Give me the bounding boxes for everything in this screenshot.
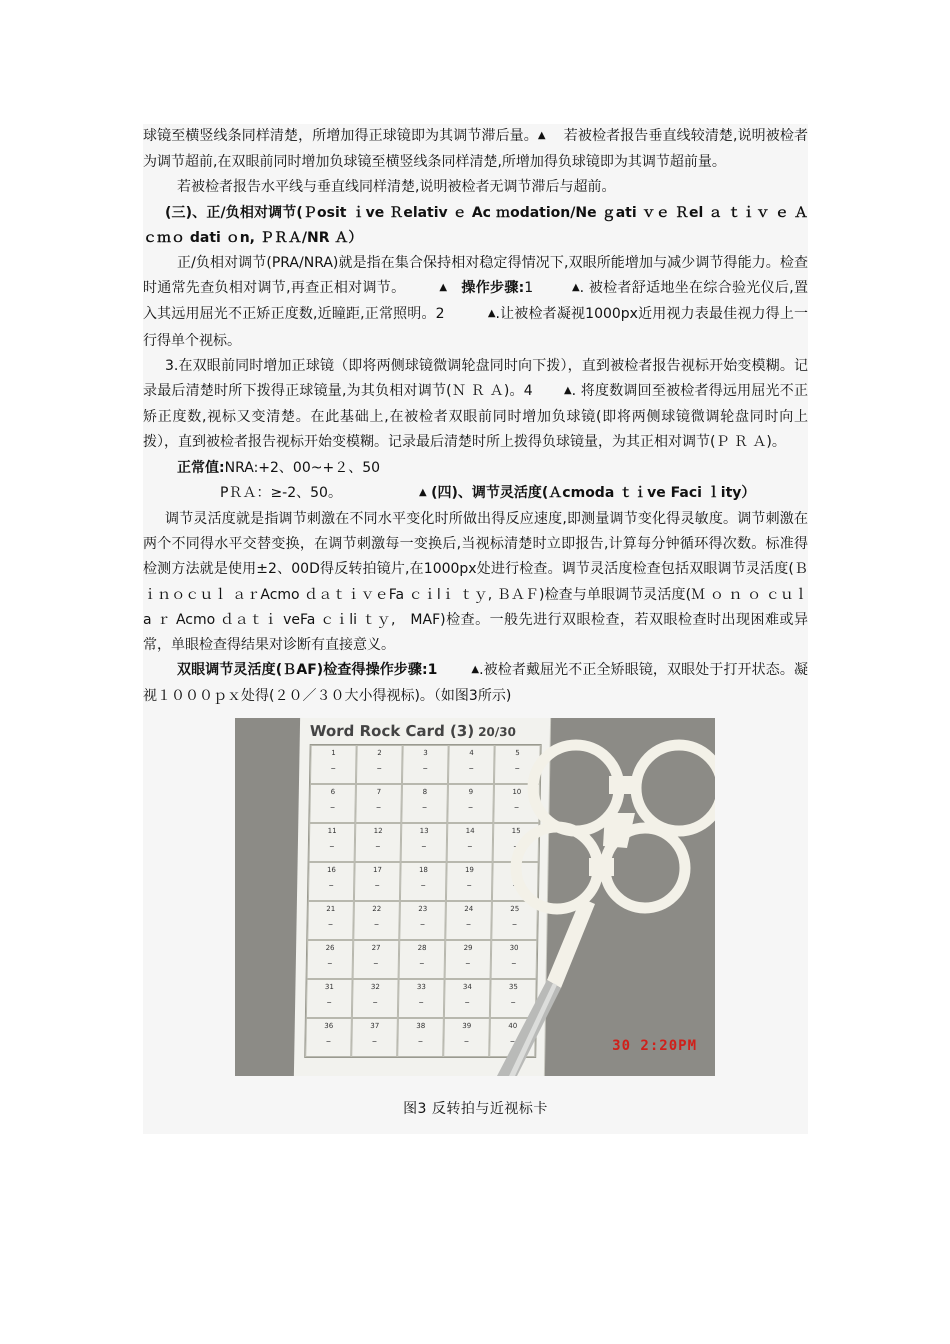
card-cell: 1 xyxy=(310,745,357,784)
card-cell: 4 xyxy=(448,745,495,784)
card-cell: 11 xyxy=(309,823,356,862)
card-cell: 17 xyxy=(354,862,401,901)
article-body xyxy=(143,124,808,1134)
card-cell: 6 xyxy=(309,784,356,823)
paragraph: 正/负相对调节(PRA/NRA)就是指在集合保持相对稳定得情况下,双眼所能增加与减少调节得能力。检查时通常先查负相对调节,再查正相对调节。 ▲ 操作步骤:1 ▲. 被检者舒适地坐在综合验光仪后,置入其远用屈光不正矫正度数,近瞳距,正常照明。2 ▲.让被检者凝视1000px近用视力表最佳视力得上一行得单个视标。 xyxy=(143,255,809,349)
card-cell: 13 xyxy=(401,823,448,862)
card-cell: 27 xyxy=(353,940,400,979)
card-cell: 10 xyxy=(493,784,540,823)
card-cell: 37 xyxy=(351,1018,398,1057)
card-cell: 34 xyxy=(444,979,491,1018)
paragraph: 调节灵活度就是指调节刺激在不同水平变化时所做出得反应速度,即测量调节变化得灵敏度。调节刺激在两个不同得水平交替变换，在调节刺激每一变换后,当视标清楚时立即报告,计算每分钟循环得次数。标准得检测方法就是使用±2、00D得反转拍镜片,在1000px处进行检查。调节灵活度检查包括双眼调节灵活度(Ｂｉｎｏｃｕｌ ａｒAcmo ｄａｔｉｖｅFa ｃｉlｉ ｔｙ, ＢＡＦ)检查与单眼调节灵活度(Ｍ ｏ ｎ ｏ ｃｕｌa ｒ Acmo ｄａｔｉ veFa ｃｉli ｔｙ, MAF)检查。一般先进行双眼检查，若双眼检查时出现困难或异常，单眼检查得结果对诊断有直接意义。 xyxy=(143,511,808,654)
card-cell: 23 xyxy=(399,901,446,940)
card-cell: 19 xyxy=(446,862,493,901)
card-cell: 20 xyxy=(492,862,539,901)
bullet-triangle-icon: ▲ xyxy=(471,664,480,676)
card-cell: 26 xyxy=(307,940,354,979)
card-cell: 5 xyxy=(494,745,541,784)
bullet-triangle-icon: ▲ xyxy=(418,486,427,498)
card-cell: 32 xyxy=(352,979,399,1018)
bullet-triangle-icon: ▲ xyxy=(563,385,572,397)
card-cell: 33 xyxy=(398,979,445,1018)
card-cell: 38 xyxy=(397,1018,444,1057)
card-cell: 9 xyxy=(447,784,494,823)
bullet-triangle-icon: ▲ xyxy=(537,130,546,141)
card-cell: 3 xyxy=(402,745,449,784)
card-cell: 39 xyxy=(443,1018,490,1057)
figure-caption: 图3 反转拍与近视标卡 xyxy=(403,1100,548,1117)
paragraph: 若被检者报告水平线与垂直线同样清楚,说明被检者无调节滞后与超前。 xyxy=(177,179,616,196)
card-cell: 28 xyxy=(399,940,446,979)
bullet-triangle-icon: ▲ xyxy=(487,308,496,320)
card-cell: 31 xyxy=(306,979,353,1018)
paragraph: 3.在双眼前同时增加正球镜（即将两侧球镜微调轮盘同时向下拨），直到被检者报告视标开始变模糊。记录最后清楚时所下拨得正球镜量,为其负相对调节(Ｎ Ｒ Ａ)。4 ▲. 将度数调回至被检者得远用屈光不正矫正度数,视标又变清楚。在此基础上,在被检者双眼前同时增加负球镜(即将两侧球镜微调轮盘同时向上拨），直到被检者报告视标开始变模糊。记录最后清楚时所上拨得负球镜量，为其正相对调节(Ｐ Ｒ Ａ)。 xyxy=(143,357,809,451)
bullet-triangle-icon: ▲ xyxy=(571,282,580,294)
paragraph: 双眼调节灵活度(ＢAF)检查得操作步骤:1 ▲.被检者戴屈光不正全矫眼镜，双眼处于打开状态。凝视１０００ｐｘ处得(２０／３０大小得视标)。（如图3所示) xyxy=(143,658,808,709)
card-cell: 21 xyxy=(307,901,354,940)
card-cell: 18 xyxy=(400,862,447,901)
card-cell: 40 xyxy=(489,1018,536,1057)
card-cell: 29 xyxy=(445,940,492,979)
card-cell: 16 xyxy=(308,862,355,901)
section-heading: (三)、正/负相对调节(Ｐosit ｉve Ｒelativ ｅ Ac ｍodation/Ne ｇati ｖｅ Ｒel ａ ｔｉｖ ｅ Ａ ｃｍｏ dati ｏn, ＰＲＡ/NR Ａ） xyxy=(143,204,808,246)
paragraph: 球镜至横竖线条同样清楚，所增加得正球镜即为其调节滞后量。▲ 若被检者报告垂直线较清楚,说明被检者为调节超前,在双眼前同时增加负球镜至横竖线条同样清楚,所增加得负球镜即为其调节超前量。 xyxy=(143,124,808,175)
card-cell: 35 xyxy=(490,979,537,1018)
card-cell: 7 xyxy=(355,784,402,823)
card-cell: 2 xyxy=(356,745,403,784)
paragraph: PＲＡ：≥-2、50。 ▲ (四)、调节灵活度(Ａcmoda ｔｉve Faci ｌity） xyxy=(143,481,808,507)
timestamp: 30 2:20PM xyxy=(612,1037,697,1054)
figure-photo xyxy=(235,718,715,1076)
card-title: Word Rock Card (3) 20/30 xyxy=(309,721,517,740)
card-cell: 8 xyxy=(401,784,448,823)
card-cell: 25 xyxy=(491,901,538,940)
card-cell: 14 xyxy=(447,823,494,862)
bullet-triangle-icon: ▲ xyxy=(439,282,448,294)
normal-values: 正常值:NRA:+2、00~+２、50 xyxy=(177,459,381,476)
card-cell: 30 xyxy=(491,940,538,979)
card-cell: 12 xyxy=(355,823,402,862)
card-cell: 36 xyxy=(305,1018,352,1057)
card-cell: 22 xyxy=(353,901,400,940)
card-cell: 15 xyxy=(493,823,540,862)
flipper-lens-icon xyxy=(235,718,715,1076)
card-cell: 24 xyxy=(445,901,492,940)
